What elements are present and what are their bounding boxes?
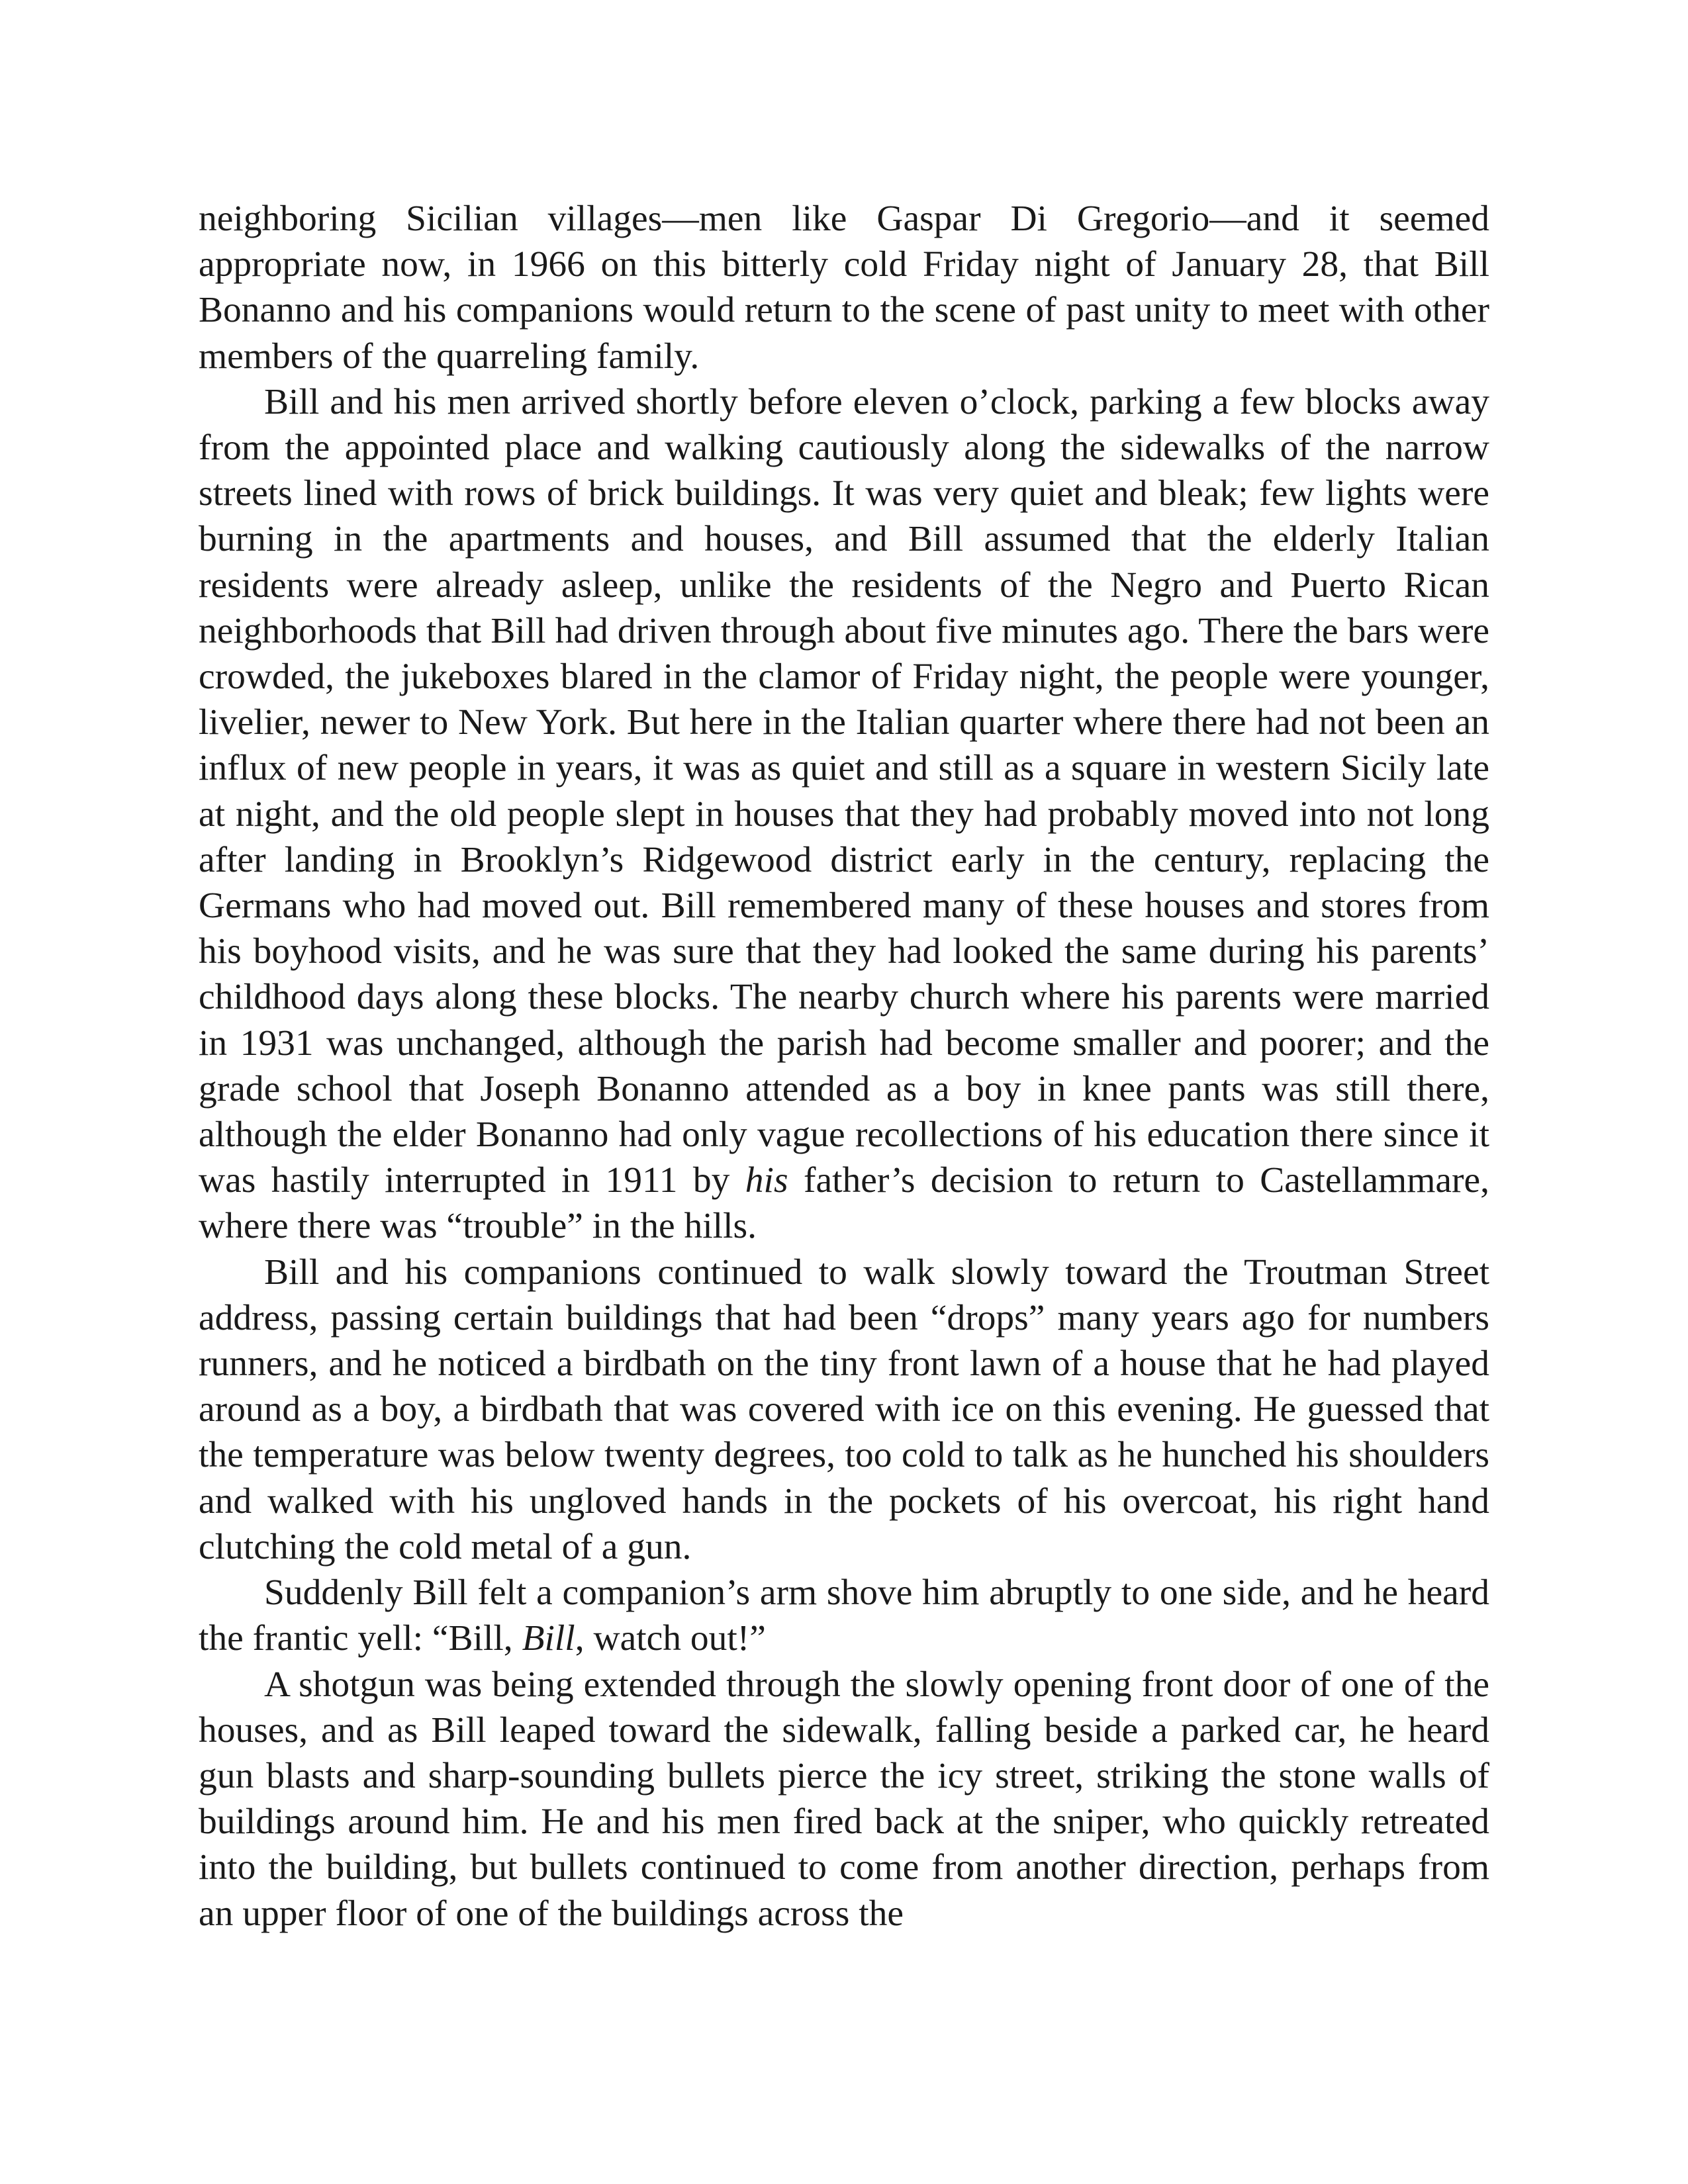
paragraph-4 <box>199 1570 1489 1661</box>
paragraph-2-text-end: father’s decision to return to Castellammare, where there was “trouble” in the hills. <box>199 1160 1489 1247</box>
paragraph-4-text: Suddenly Bill felt a companion’s arm shove him abruptly to one side, and he heard the frantic yell: “Bill, <box>199 1572 1489 1659</box>
paragraph-2-text: Bill and his men arrived shortly before eleven o’clock, parking a few blocks away from the appointed place and walking cautiously along the sidewalks of the narrow streets lined with rows of brick buildings. It was very quiet and bleak; few lights were burning in the apartments and houses, and Bill assumed that the elderly Italian residents were already asleep, unlike the residents of the Negro and Puerto Rican neighborhoods that Bill had driven through about five minutes ago. There the bars were crowded, the jukeboxes blared in the clamor of Friday night, the people were younger, livelier, newer to New York. But here in the Italian quarter where there had not been an influx of new people in years, it was as quiet and still as a square in western Sicily late at night, and the old people slept in houses that they had probably moved into not long after landing in Brooklyn’s Ridgewood district early in the century, replacing the Germans who had moved out. Bill remembered many of these houses and stores from his boyhood visits, and he was sure that they had looked the same during his parents’ childhood days along these blocks. The nearby church where his parents were married in 1931 was unchanged, although the parish had become smaller and poorer; and the grade school that Joseph Bonanno attended as a boy in knee pants was still there, although the elder Bonanno had only vague recollections of his education there since it was hastily interrupted in 1911 by <box>199 381 1489 1201</box>
paragraph-1 <box>199 196 1489 379</box>
paragraph-3 <box>199 1250 1489 1570</box>
book-page-body <box>199 196 1489 1936</box>
paragraph-2-italic-his: his <box>745 1160 788 1201</box>
paragraph-3-text: Bill and his companions continued to walk slowly toward the Troutman Street address, passing certain buildings that had been “drops” many years ago for numbers runners, and he noticed a birdbath on the tiny front lawn of a house that he had played around as a boy, a birdbath that was covered with ice on this evening. He guessed that the temperature was below twenty degrees, too cold to talk as he hunched his shoulders and walked with his ungloved hands in the pockets of his overcoat, his right hand clutching the cold metal of a gun. <box>199 1251 1489 1567</box>
paragraph-4-text-end: , watch out!” <box>575 1618 766 1659</box>
paragraph-5-text: A shotgun was being extended through the slowly opening front door of one of the houses, and as Bill leaped toward the sidewalk, falling beside a parked car, he heard gun blasts and sharp-sounding bullets pierce the icy street, striking the stone walls of buildings around him. He and his men fired back at the sniper, who quickly retreated into the building, but bullets continued to come from another direction, perhaps from an upper floor of one of the buildings across the <box>199 1664 1489 1934</box>
paragraph-2 <box>199 379 1489 1250</box>
paragraph-4-italic-bill: Bill <box>522 1618 575 1659</box>
paragraph-5 <box>199 1662 1489 1936</box>
paragraph-1-text: neighboring Sicilian villages—men like Gaspar Di Gregorio—and it seemed appropriate now, in 1966 on this bitterly cold Friday night of January 28, that Bill Bonanno and his companions would return to the scene of past unity to meet with other members of the quarreling family. <box>199 199 1489 377</box>
